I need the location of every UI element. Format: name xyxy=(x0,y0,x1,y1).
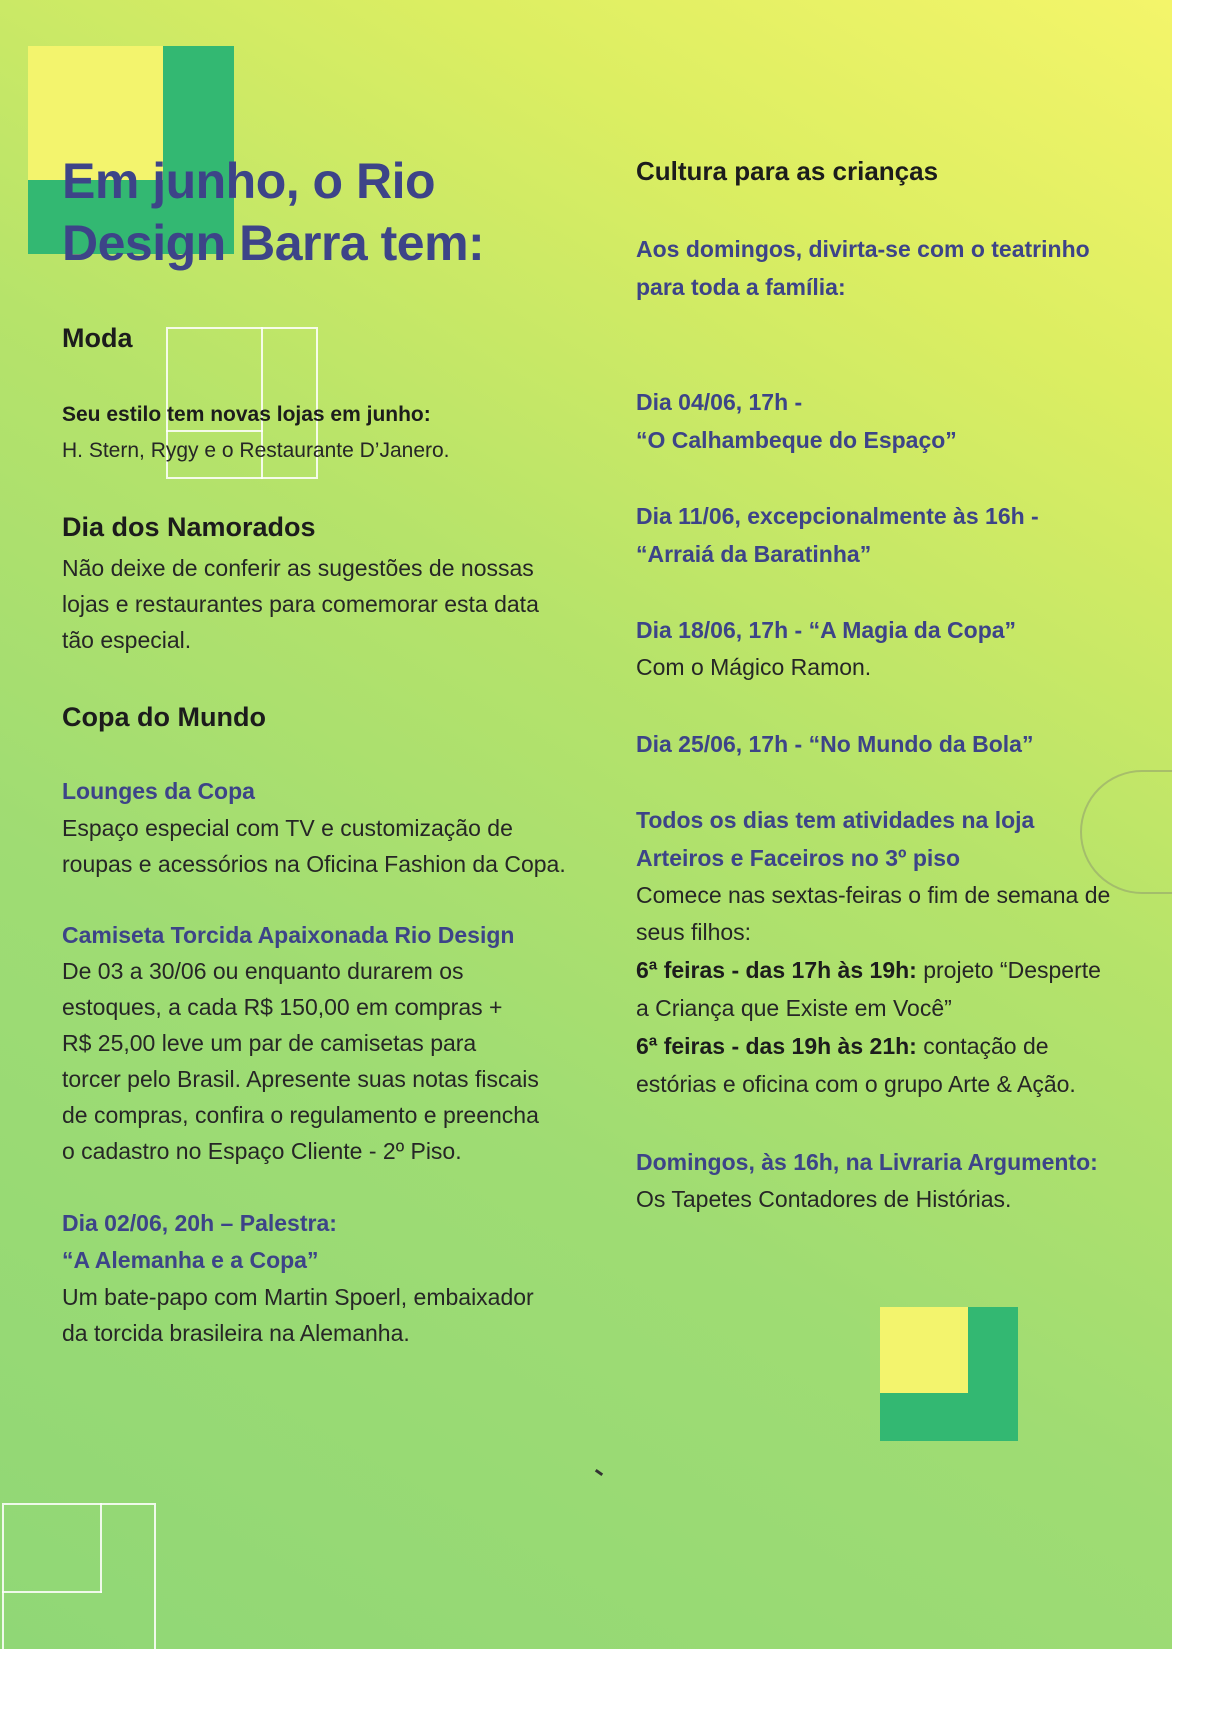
die-cut-tab xyxy=(1080,770,1172,894)
domingos-text: Os Tapetes Contadores de Histórias. xyxy=(636,1186,1012,1212)
title-line-2: Design Barra tem: xyxy=(62,215,485,271)
page-title xyxy=(62,150,582,274)
camiseta-line-3: R$ 25,00 leve um par de camisetas para xyxy=(62,1030,477,1056)
moda-text: H. Stern, Rygy e o Restaurante D’Janero. xyxy=(62,439,450,462)
todos-title-2: Arteiros e Faceiros no 3º piso xyxy=(636,845,961,871)
camiseta-line-2: estoques, a cada R$ 150,00 em compras + xyxy=(62,994,503,1020)
event-4: Dia 25/06, 17h - “No Mundo da Bola” xyxy=(636,731,1034,757)
lounges-title: Lounges da Copa xyxy=(62,778,255,804)
sexta-2-cont: estórias e oficina com o grupo Arte & Ação. xyxy=(636,1071,1076,1097)
deco-outline-line-bottom xyxy=(100,1503,102,1593)
copa-heading: Copa do Mundo xyxy=(62,702,266,732)
sexta-1 xyxy=(636,952,1101,988)
title-line-1: Em junho, o Rio xyxy=(62,153,436,209)
deco-outline-square-bottom xyxy=(2,1503,156,1649)
namorados-line-3: tão especial. xyxy=(62,627,192,653)
event-2-date: Dia 11/06, excepcionalmente às 16h - xyxy=(636,503,1039,529)
palestra-line-1: Um bate-papo com Martin Spoerl, embaixador xyxy=(62,1284,534,1310)
event-3-text: Com o Mágico Ramon. xyxy=(636,654,872,680)
event-1-date: Dia 04/06, 17h - xyxy=(636,389,803,415)
sexta-2-label: 6ª feiras - das 19h às 21h: xyxy=(636,1033,917,1059)
lounges-line-1: Espaço especial com TV e customização de xyxy=(62,815,513,841)
sexta-1-label: 6ª feiras - das 17h às 19h: xyxy=(636,957,917,983)
sexta-2-text: contação de xyxy=(916,1033,1049,1059)
sexta-1-text: projeto “Desperte xyxy=(916,957,1101,983)
camiseta-line-1: De 03 a 30/06 ou enquanto durarem os xyxy=(62,958,464,984)
dust-speck xyxy=(595,1469,603,1476)
deco-outline-line-bottom-h xyxy=(2,1591,102,1593)
event-1-title: “O Calhambeque do Espaço” xyxy=(636,427,957,453)
namorados-line-2: lojas e restaurantes para comemorar esta data xyxy=(62,591,539,617)
event-2-title: “Arraiá da Baratinha” xyxy=(636,541,872,567)
cultura-intro-1: Aos domingos, divirta-se com o teatrinho xyxy=(636,236,1090,262)
lounges-line-2: roupas e acessórios na Oficina Fashion da Copa. xyxy=(62,851,566,877)
namorados-line-1: Não deixe de conferir as sugestões de nossas xyxy=(62,555,534,581)
comece-line-1: Comece nas sextas-feiras o fim de semana de xyxy=(636,882,1111,908)
camiseta-line-5: de compras, confira o regulamento e preencha xyxy=(62,1102,539,1128)
namorados-heading: Dia dos Namorados xyxy=(62,512,316,542)
comece-line-2: seus filhos: xyxy=(636,919,752,945)
camiseta-title: Camiseta Torcida Apaixonada Rio Design xyxy=(62,922,515,948)
sexta-1-cont: a Criança que Existe em Você” xyxy=(636,995,952,1021)
camiseta-line-6: o cadastro no Espaço Cliente - 2º Piso. xyxy=(62,1138,462,1164)
palestra-line-2: da torcida brasileira na Alemanha. xyxy=(62,1320,410,1346)
palestra-title-1: Dia 02/06, 20h – Palestra: xyxy=(62,1210,337,1236)
event-3-date: Dia 18/06, 17h - “A Magia da Copa” xyxy=(636,617,1017,643)
deco-yellow-square-bottom xyxy=(880,1307,968,1393)
palestra-title-2: “A Alemanha e a Copa” xyxy=(62,1247,319,1273)
todos-title-1: Todos os dias tem atividades na loja xyxy=(636,807,1035,833)
moda-heading: Moda xyxy=(62,323,133,353)
moda-subheading: Seu estilo tem novas lojas em junho: xyxy=(62,403,431,426)
sexta-2 xyxy=(636,1028,1049,1064)
cultura-intro-2: para toda a família: xyxy=(636,274,846,300)
camiseta-line-4: torcer pelo Brasil. Apresente suas notas fiscais xyxy=(62,1066,539,1092)
domingos-title: Domingos, às 16h, na Livraria Argumento: xyxy=(636,1149,1098,1175)
cultura-heading: Cultura para as crianças xyxy=(636,156,939,186)
